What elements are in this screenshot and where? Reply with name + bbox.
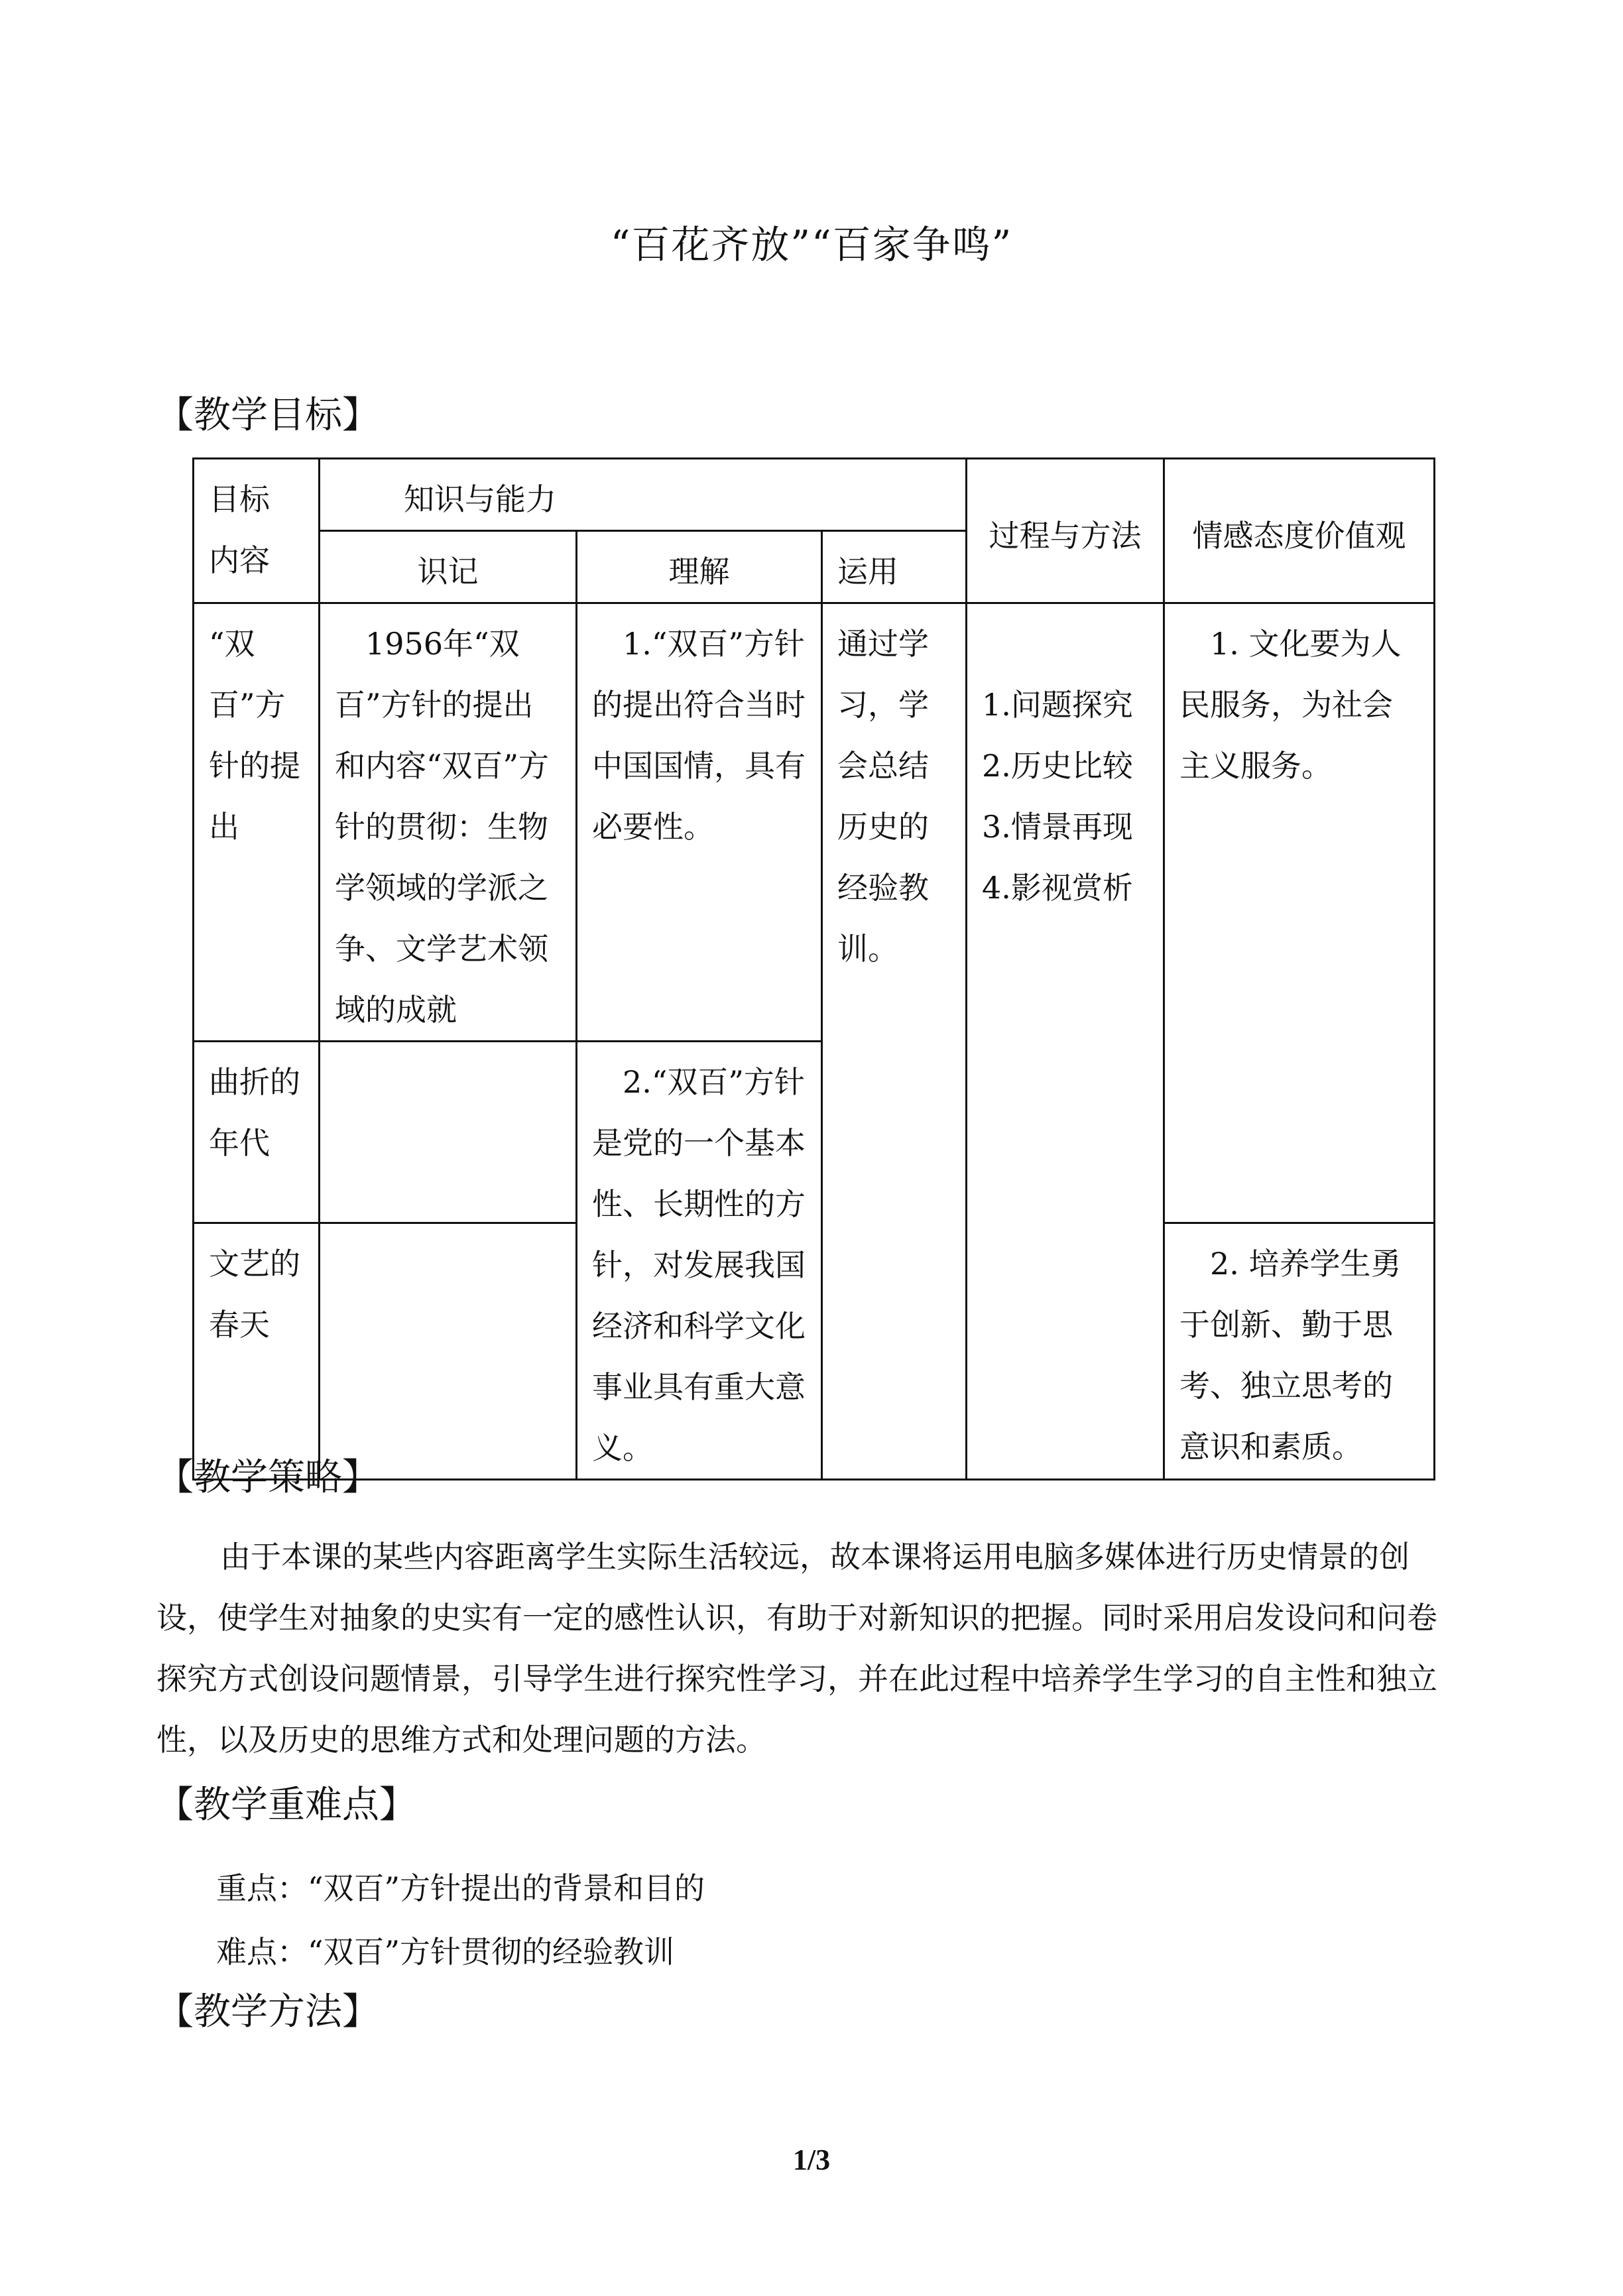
section-heading-strategy: 【教学策略】 (156, 1456, 379, 1499)
process-item: 2.历史比较 (982, 748, 1133, 784)
page-number: 1/3 (792, 2144, 831, 2176)
header-apply: 运用 (822, 531, 967, 603)
header-knowledge: 知识与能力 (320, 459, 967, 531)
emotion-cell-2: 2. 培养学生勇于创新、勤于思考、独立思考的意识和素质。 (1164, 1223, 1435, 1479)
key-point: 重点：“双百”方针提出的背景和目的 (216, 1870, 705, 1906)
section-heading-methods: 【教学方法】 (156, 1990, 379, 2033)
header-target: 目标 内容 (194, 459, 320, 603)
emotion-cell-1: 1. 文化要为人民服务，为社会主义服务。 (1164, 603, 1435, 1223)
difficult-point: 难点：“双百”方针贯彻的经验教训 (216, 1934, 675, 1970)
remember-cell (320, 1223, 577, 1479)
topic-cell: 文艺的春天 (194, 1223, 320, 1479)
header-process: 过程与方法 (967, 459, 1164, 603)
header-understand: 理解 (577, 531, 822, 603)
document-title: “百花齐放”“百家争鸣” (610, 222, 1013, 267)
remember-cell (320, 1042, 577, 1223)
header-emotion: 情感态度价值观 (1164, 459, 1435, 603)
apply-cell: 通过学习，学会总结历史的经验教训。 (822, 603, 967, 1480)
section-heading-objectives: 【教学目标】 (156, 394, 379, 437)
topic-cell: “双百”方针的提出 (194, 603, 320, 1042)
understand-cell-2: 2.“双百”方针是党的一个基本性、长期性的方针，对发展我国经济和科学文化事业具有重大意义。 (577, 1042, 822, 1480)
process-cell (967, 603, 1164, 1480)
process-item: 1.问题探究 (982, 687, 1133, 723)
remember-cell: 1956年“双百”方针的提出和内容“双百”方针的贯彻：生物学领域的学派之争、文学艺术领域的成就 (320, 603, 577, 1042)
process-item: 4.影视赏析 (982, 870, 1133, 906)
topic-cell: 曲折的年代 (194, 1042, 320, 1223)
header-remember: 识记 (320, 531, 577, 603)
strategy-paragraph: 由于本课的某些内容距离学生实际生活较远，故本课将运用电脑多媒体进行历史情景的创设，使学生对抽象的史实有一定的感性认识，有助于对新知识的把握。同时采用启发设问和问卷探究方式创设问题情景，引导学生进行探究性学习，并在此过程中培养学生学习的自主性和独立性，以及历史的思维方式和处理问题的方法。 (156, 1539, 1437, 1758)
understand-cell-1: 1.“双百”方针的提出符合当时中国国情，具有必要性。 (577, 603, 822, 1042)
section-heading-key-points: 【教学重难点】 (156, 1783, 416, 1827)
objectives-table (192, 457, 1435, 1480)
process-item: 3.情景再现 (982, 809, 1133, 845)
